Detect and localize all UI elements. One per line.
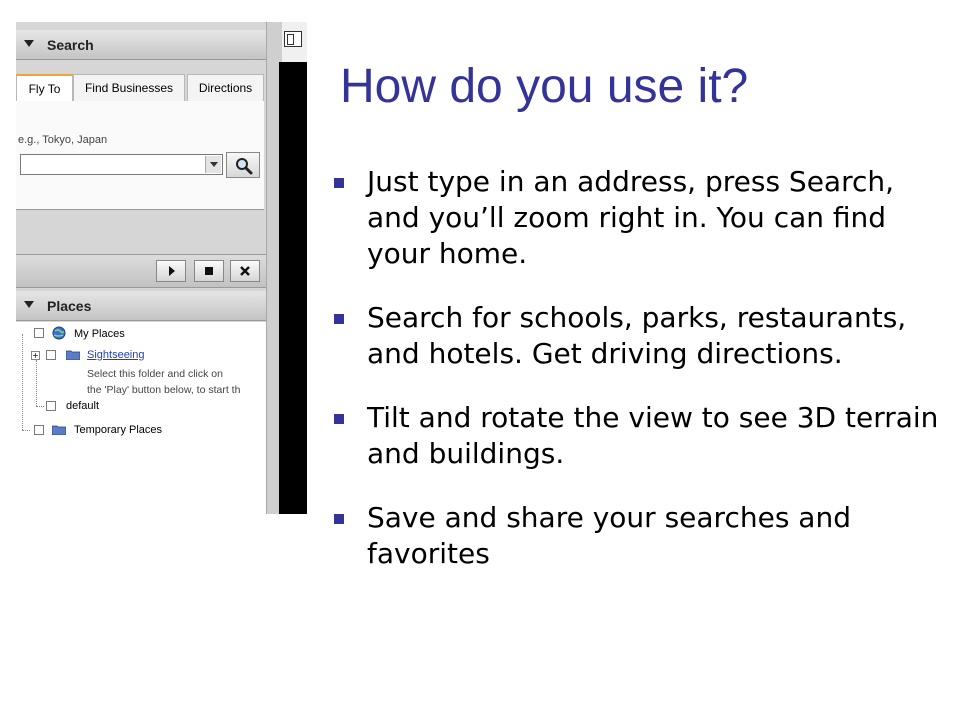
triangle-down-icon	[24, 40, 34, 47]
bullet-list	[332, 164, 942, 572]
sightseeing-checkbox[interactable]	[46, 350, 56, 360]
search-button[interactable]	[226, 152, 260, 178]
play-button[interactable]	[156, 260, 186, 282]
tab-directions[interactable]: Directions	[187, 74, 264, 101]
globe-icon	[52, 326, 66, 340]
tab-find-businesses[interactable]: Find Businesses	[73, 74, 185, 101]
chevron-down-icon[interactable]	[205, 156, 221, 173]
stop-button[interactable]	[194, 260, 224, 282]
default-checkbox[interactable]	[46, 401, 56, 411]
tree-connector	[36, 360, 37, 406]
fly-to-input[interactable]	[20, 154, 223, 175]
close-tour-button[interactable]	[230, 260, 260, 282]
map-view[interactable]	[279, 62, 307, 514]
google-earth-screenshot	[16, 22, 307, 514]
my-places-checkbox[interactable]	[34, 328, 44, 338]
sightseeing-link[interactable]: Sightseeing	[87, 349, 145, 361]
tree-connector	[36, 406, 44, 407]
triangle-down-icon	[24, 301, 34, 308]
search-hint: e.g., Tokyo, Japan	[18, 134, 108, 146]
tour-controls	[16, 254, 266, 288]
default-label[interactable]: default	[66, 400, 100, 412]
bullet-item: Search for schools, parks, restaurants, and hotels. Get driving directions.	[332, 300, 942, 372]
sightseeing-description-line2: the 'Play' button below, to start th	[87, 384, 241, 396]
tree-connector	[22, 430, 30, 431]
play-icon	[157, 261, 185, 281]
close-icon	[231, 261, 259, 281]
tree-connector	[22, 334, 23, 430]
magnifier-icon	[227, 153, 261, 179]
tab-fly-to[interactable]: Fly To	[16, 74, 73, 101]
places-panel-header[interactable]	[16, 291, 266, 321]
sightseeing-description-line1: Select this folder and click on	[87, 368, 223, 380]
slide-title: How do you use it?	[340, 60, 749, 113]
expand-sightseeing-toggle[interactable]: +	[32, 351, 39, 360]
bullet-item: Save and share your searches and favorites	[332, 500, 942, 572]
folder-icon	[52, 425, 66, 435]
bullet-item: Tilt and rotate the view to see 3D terrain and buildings.	[332, 400, 942, 472]
my-places-label[interactable]: My Places	[74, 328, 125, 340]
bullet-item: Just type in an address, press Search, and you’ll zoom right in. You can find your home.	[332, 164, 942, 272]
stop-icon	[195, 261, 223, 281]
places-panel-title: Places	[47, 298, 92, 314]
sidebar-toggle-button[interactable]	[284, 31, 302, 47]
search-panel-header[interactable]	[16, 30, 266, 60]
folder-icon	[66, 350, 80, 360]
temporary-places-label[interactable]: Temporary Places	[74, 424, 163, 436]
temporary-places-checkbox[interactable]	[34, 425, 44, 435]
places-tree	[16, 322, 266, 514]
search-panel-title: Search	[47, 37, 94, 53]
